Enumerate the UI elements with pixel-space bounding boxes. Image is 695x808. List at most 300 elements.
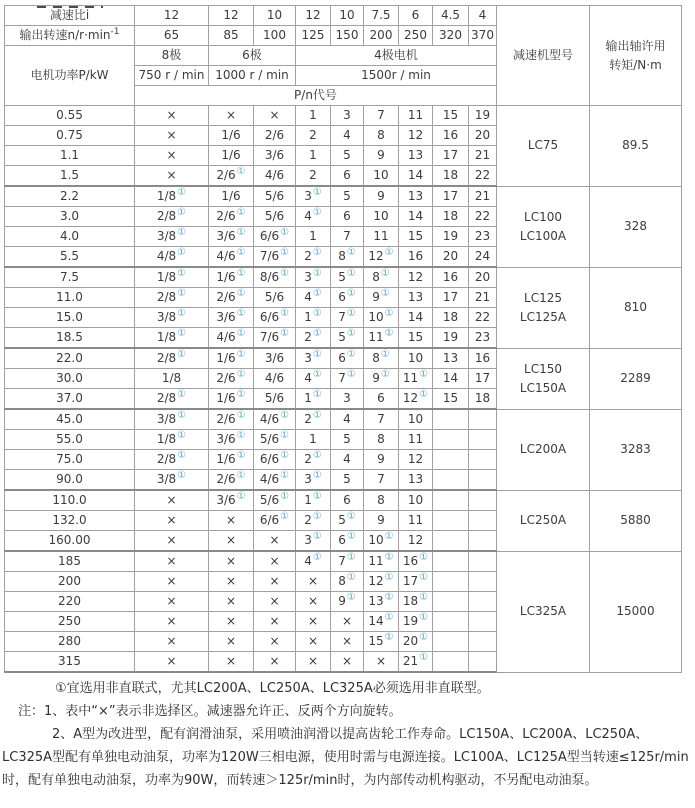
pn-code-cell: 8① — [364, 267, 399, 288]
motor-power-cell: 4.0 — [5, 227, 135, 247]
motor-power-cell: 160.00 — [5, 531, 135, 552]
motor-power-cell: 7.5 — [5, 267, 135, 288]
reducer-model-cell: LC250A — [497, 490, 590, 551]
circled-1-marker: ① — [312, 552, 322, 563]
torque-value-cell: 15000 — [590, 551, 682, 672]
circled-1-marker: ① — [236, 308, 246, 319]
pn-code-cell: 1/8 — [135, 369, 209, 389]
circled-1-marker: ① — [312, 288, 322, 299]
pn-code-cell: 4/6 — [254, 369, 296, 389]
motor-power-cell: 18.5 — [5, 328, 135, 349]
motor-power-cell: 110.0 — [5, 490, 135, 511]
pn-code-cell: 1/6① — [209, 267, 254, 288]
torque-value-cell: 5880 — [590, 490, 682, 551]
circled-1-marker: ① — [177, 349, 187, 360]
pn-code-cell: 2/6 — [254, 126, 296, 146]
circled-1-marker: ① — [312, 247, 322, 258]
pn-code-cell: 4/6 — [254, 166, 296, 187]
pn-code-cell: 4① — [296, 551, 331, 572]
circled-1-marker: ① — [280, 430, 290, 441]
pn-code-cell: 1/8① — [135, 267, 209, 288]
ratio-value: 4.5 — [433, 6, 469, 26]
pn-code-cell — [469, 470, 497, 491]
circled-1-marker: ① — [312, 369, 322, 380]
ratio-value: 12 — [209, 6, 254, 26]
pn-code-cell: 7① — [331, 308, 364, 328]
pn-code-cell: 13 — [399, 186, 433, 207]
pole6-header: 6极 — [209, 46, 296, 66]
pn-code-cell — [433, 470, 469, 491]
pn-code-cell: × — [254, 592, 296, 612]
motor-power-cell: 5.5 — [5, 247, 135, 268]
pn-code-cell: 24 — [469, 247, 497, 268]
pn-code-cell: 16 — [399, 247, 433, 268]
pn-code-cell: 8 — [364, 430, 399, 450]
pn-code-cell: 6/6① — [254, 450, 296, 470]
pn-code-cell: 22 — [469, 207, 497, 227]
ratio-value: 10 — [254, 6, 296, 26]
pn-code-cell: 16 — [469, 348, 497, 369]
pn-code-cell: × — [135, 632, 209, 652]
ratio-value: 12 — [135, 6, 209, 26]
pn-code-cell: 3/6① — [209, 430, 254, 450]
pn-code-cell: 6 — [364, 389, 399, 410]
circled-1-marker: ① — [384, 531, 394, 542]
circled-1-marker: ① — [177, 328, 187, 339]
circled-1-marker: ① — [280, 410, 290, 421]
circled-1-marker: ① — [312, 207, 322, 218]
pn-code-cell: 5 — [331, 470, 364, 491]
circled-1-marker: ① — [380, 288, 390, 299]
pn-code-cell: 18① — [399, 592, 433, 612]
pn-code-cell: 6① — [331, 288, 364, 308]
pn-code-cell: 7 — [364, 470, 399, 491]
pn-code-cell: 15 — [433, 106, 469, 126]
circled-1-marker: ① — [236, 410, 246, 421]
model-column-header: 减速机型号 — [497, 6, 590, 106]
pn-code-cell: 5/6 — [254, 207, 296, 227]
pn-code-cell: 3① — [296, 267, 331, 288]
circled-1-marker: ① — [177, 389, 187, 400]
pn-code-cell: 22 — [469, 166, 497, 187]
pn-code-cell — [469, 490, 497, 511]
pn-code-cell: 6 — [331, 166, 364, 187]
speed-value: 320 — [433, 26, 469, 46]
pn-code-cell: 18 — [433, 207, 469, 227]
pn-code-cell: 1 — [296, 146, 331, 166]
pn-code-cell — [433, 430, 469, 450]
pn-code-cell: 3① — [296, 348, 331, 369]
pn-code-cell: 15 — [399, 227, 433, 247]
rpm1000-header: 1000 r / min — [209, 66, 296, 86]
circled-1-marker: ① — [346, 308, 356, 319]
pn-code-cell: 19 — [469, 106, 497, 126]
circled-1-marker: ① — [380, 349, 390, 360]
pn-code-cell: 17 — [469, 369, 497, 389]
pn-code-cell: 4/8① — [135, 247, 209, 268]
pn-code-cell: 3① — [296, 470, 331, 491]
ratio-value: 6 — [399, 6, 433, 26]
circled-1-marker: ① — [236, 369, 246, 380]
pn-code-cell: × — [254, 572, 296, 592]
circled-1-marker: ① — [280, 511, 290, 522]
pn-code-cell: × — [331, 652, 364, 673]
pn-code-cell: 10 — [399, 409, 433, 430]
circled-1-marker: ① — [346, 531, 356, 542]
pn-code-cell: 22 — [469, 308, 497, 328]
pn-code-cell: 14① — [364, 612, 399, 632]
pn-code-cell: 3/8① — [135, 470, 209, 491]
pn-code-cell: 1/6① — [209, 450, 254, 470]
pn-code-cell: 19 — [433, 328, 469, 349]
pn-code-cell: × — [364, 652, 399, 673]
pn-code-cell — [469, 430, 497, 450]
pn-code-cell: 9 — [364, 186, 399, 207]
pn-code-cell: 2/6① — [209, 288, 254, 308]
pn-code-cell: × — [209, 511, 254, 531]
pn-code-cell: 9 — [364, 146, 399, 166]
pn-code-cell — [433, 632, 469, 652]
pn-code-cell: 10 — [364, 207, 399, 227]
pn-code-cell: 9① — [364, 369, 399, 389]
torque-value-cell: 2289 — [590, 348, 682, 409]
ratio-value: 4 — [469, 6, 497, 26]
reducer-model-cell: LC125 LC125A — [497, 267, 590, 348]
pn-code-cell: × — [135, 511, 209, 531]
pn-code-cell: 20① — [399, 632, 433, 652]
pn-code-cell: 1/6 — [209, 126, 254, 146]
pn-code-cell: 6① — [331, 531, 364, 552]
circled-1-marker: ① — [419, 552, 429, 563]
pn-code-cell: 23 — [469, 227, 497, 247]
pn-code-cell: 10 — [399, 490, 433, 511]
pn-code-cell: 10① — [364, 308, 399, 328]
pn-code-cell: 3 — [331, 106, 364, 126]
circled-1-marker: ① — [177, 450, 187, 461]
pn-code-cell: 2 — [296, 166, 331, 187]
pn-code-cell: 6 — [331, 207, 364, 227]
circled-1-marker: ① — [312, 511, 322, 522]
motor-power-cell: 220 — [5, 592, 135, 612]
circled-1-marker: ① — [346, 349, 356, 360]
pn-code-cell: 21 — [469, 146, 497, 166]
circled-1-marker: ① — [280, 491, 290, 502]
motor-power-cell: 185 — [5, 551, 135, 572]
circled-1-marker: ① — [236, 328, 246, 339]
circled-1-marker: ① — [384, 632, 394, 643]
pn-code-cell: × — [135, 146, 209, 166]
circled-1-marker: ① — [312, 491, 322, 502]
pn-code-cell: 19① — [399, 612, 433, 632]
motor-power-cell: 3.0 — [5, 207, 135, 227]
circled-1-marker: ① — [346, 511, 356, 522]
pn-code-cell — [469, 572, 497, 592]
pn-code-cell: 15 — [399, 328, 433, 349]
pn-code-cell: 3/8① — [135, 227, 209, 247]
pn-code-cell: 6 — [331, 490, 364, 511]
pn-code-cell: 11 — [399, 511, 433, 531]
pn-code-cell: 13 — [399, 146, 433, 166]
pn-code-cell: × — [135, 652, 209, 673]
pn-code-cell: 3/8① — [135, 308, 209, 328]
torque-value-cell: 3283 — [590, 409, 682, 490]
reducer-model-cell: LC200A — [497, 409, 590, 490]
circled-1-marker: ① — [177, 308, 187, 319]
reducer-model-cell: LC100 LC100A — [497, 186, 590, 267]
speed-label: 输出转速$n/r\cdot\min^{-1}$ — [5, 26, 135, 46]
pn-code-cell: × — [254, 652, 296, 673]
circled-1-marker: ① — [419, 612, 429, 623]
circled-1-marker: ① — [280, 450, 290, 461]
circled-1-marker: ① — [236, 349, 246, 360]
pn-code-cell: 2① — [296, 409, 331, 430]
pn-code-cell: × — [135, 531, 209, 552]
circled-1-marker: ① — [312, 349, 322, 360]
pn-code-cell: 17① — [399, 572, 433, 592]
pn-code-cell: 2 — [296, 126, 331, 146]
pn-code-cell: × — [296, 592, 331, 612]
torque-value-cell: 89.5 — [590, 106, 682, 187]
circled-1-marker: ① — [346, 552, 356, 563]
pn-code-cell: 1/6① — [209, 389, 254, 410]
circled-1-marker: ① — [346, 247, 356, 258]
circled-1-marker: ① — [177, 207, 187, 218]
pn-code-cell: 2/8① — [135, 288, 209, 308]
circled-1-marker: ① — [312, 187, 322, 198]
pn-code-cell: 1① — [296, 490, 331, 511]
circled-1-marker: ① — [346, 592, 356, 603]
circled-1-marker: ① — [346, 288, 356, 299]
reducer-model-cell: LC325A — [497, 551, 590, 672]
pn-code-cell: 11 — [399, 430, 433, 450]
pn-code-cell: 10 — [364, 166, 399, 187]
pn-code-cell: 5① — [331, 267, 364, 288]
torque-header-line2: 转矩/N·m — [609, 57, 662, 72]
pn-code-cell: 3/6① — [209, 227, 254, 247]
pn-code-cell: × — [209, 632, 254, 652]
pn-code-cell: 10 — [399, 348, 433, 369]
pn-code-cell: 20 — [469, 267, 497, 288]
pn-code-cell — [433, 450, 469, 470]
pn-code-cell: 7① — [331, 369, 364, 389]
pn-code-cell: 12 — [399, 531, 433, 552]
pn-code-cell: 10① — [364, 531, 399, 552]
pn-code-cell: 6/6① — [254, 308, 296, 328]
pn-code-cell: × — [135, 490, 209, 511]
ratio-label: 减速比i — [5, 6, 135, 26]
pole8-header: 8极 — [135, 46, 209, 66]
circled-1-marker: ① — [312, 470, 322, 481]
pn-code-cell: × — [331, 632, 364, 652]
motor-power-cell: 132.0 — [5, 511, 135, 531]
pn-code-cell: 2/8① — [135, 348, 209, 369]
pn-code-cell: 18 — [433, 166, 469, 187]
pn-code-cell: 1 — [296, 227, 331, 247]
pn-code-cell: 3① — [296, 531, 331, 552]
table-row — [5, 490, 682, 511]
pn-code-cell: × — [209, 592, 254, 612]
pn-code-cell — [433, 652, 469, 673]
circled-1-marker: ① — [384, 308, 394, 319]
pn-code-cell: 7 — [331, 227, 364, 247]
pn-code-cell: 8① — [331, 572, 364, 592]
speed-value: 100 — [254, 26, 296, 46]
pn-code-cell: 12① — [399, 389, 433, 410]
pn-code-cell: 1 — [296, 430, 331, 450]
motor-power-cell: 0.75 — [5, 126, 135, 146]
torque-value-cell: 810 — [590, 267, 682, 348]
pn-code-cell: 1① — [296, 389, 331, 410]
circled-1-marker: ① — [236, 166, 246, 177]
pn-code-cell: 5① — [331, 328, 364, 349]
pn-code-cell: × — [254, 632, 296, 652]
pn-code-cell: 17 — [433, 146, 469, 166]
pn-code-cell: 11 — [364, 227, 399, 247]
pn-code-cell: × — [135, 551, 209, 572]
motor-power-cell: 11.0 — [5, 288, 135, 308]
motor-power-cell: 22.0 — [5, 348, 135, 369]
pn-code-cell: × — [135, 572, 209, 592]
speed-value: 125 — [296, 26, 331, 46]
pn-code-cell — [433, 551, 469, 572]
pn-code-cell: 5 — [331, 186, 364, 207]
pn-code-cell: 8/6① — [254, 267, 296, 288]
circled-1-marker: ① — [280, 328, 290, 339]
pn-code-cell: 21 — [469, 186, 497, 207]
motor-power-cell: 45.0 — [5, 409, 135, 430]
table-row — [5, 106, 682, 126]
table-row — [5, 186, 682, 207]
pn-code-cell: 2/6① — [209, 470, 254, 491]
pn-code-cell — [469, 632, 497, 652]
pn-code-cell: 3/8① — [135, 409, 209, 430]
pn-code-cell: 5① — [331, 511, 364, 531]
pn-code-cell: 5/6① — [254, 430, 296, 450]
pn-code-cell: × — [209, 106, 254, 126]
pn-code-cell: 5 — [331, 430, 364, 450]
circled-1-marker: ① — [384, 552, 394, 563]
pn-code-cell: 12 — [399, 126, 433, 146]
pn-code-cell: 20 — [433, 247, 469, 268]
pn-code-cell: 13 — [433, 348, 469, 369]
pn-code-cell: 4① — [296, 369, 331, 389]
pn-code-cell — [433, 531, 469, 552]
pn-code-cell: 9① — [364, 288, 399, 308]
circled-1-marker: ① — [312, 389, 322, 400]
pn-code-cell: 11① — [399, 369, 433, 389]
pn-code-cell: 8 — [364, 126, 399, 146]
pn-code-cell — [433, 409, 469, 430]
circled-1-marker: ① — [236, 450, 246, 461]
motor-power-label: 电机功率P/kW — [5, 46, 135, 106]
pn-code-cell: 9 — [364, 511, 399, 531]
pn-code-cell: 13 — [399, 288, 433, 308]
pn-code-cell: 4/6① — [254, 470, 296, 491]
pn-code-cell: 4 — [331, 450, 364, 470]
circled-1-marker: ① — [177, 410, 187, 421]
motor-power-cell: 37.0 — [5, 389, 135, 410]
pn-code-cell: 20 — [469, 126, 497, 146]
circled-1-marker: ① — [312, 268, 322, 279]
motor-power-cell: 315 — [5, 652, 135, 673]
pn-code-cell: 6/6① — [254, 511, 296, 531]
circled-1-marker: ① — [419, 572, 429, 583]
pn-code-cell — [433, 572, 469, 592]
pn-code-cell: × — [135, 592, 209, 612]
motor-power-cell: 280 — [5, 632, 135, 652]
pn-code-cell: × — [135, 612, 209, 632]
pn-code-cell: 1/6 — [209, 186, 254, 207]
circled-1-marker: ① — [419, 592, 429, 603]
pn-code-cell: × — [296, 652, 331, 673]
pn-code-cell: 7/6① — [254, 247, 296, 268]
speed-value: 85 — [209, 26, 254, 46]
pn-code-cell: 2/6① — [209, 207, 254, 227]
pn-code-cell: 2/8① — [135, 207, 209, 227]
pn-code-cell: 11① — [364, 551, 399, 572]
pn-code-cell: 21① — [399, 652, 433, 673]
table-row — [5, 551, 682, 572]
pn-code-cell: 2/8① — [135, 450, 209, 470]
pn-code-cell: 12① — [364, 247, 399, 268]
speed-exponent: -1 — [110, 27, 120, 37]
pn-code-cell: × — [135, 126, 209, 146]
pn-code-cell: 3/6 — [254, 348, 296, 369]
motor-power-cell: 1.5 — [5, 166, 135, 187]
pn-code-cell: 12 — [399, 450, 433, 470]
circled-1-marker: ① — [346, 268, 356, 279]
footnote-circle1: ①宜选用非直联式，尤其LC200A、LC250A、LC325A必须选用非直联型。 — [55, 681, 490, 696]
pn-code-cell — [433, 612, 469, 632]
circled-1-marker: ① — [177, 430, 187, 441]
circled-1-marker: ① — [384, 572, 394, 583]
pn-code-cell: 23 — [469, 328, 497, 349]
pn-code-cell: 5/6① — [254, 490, 296, 511]
circled-1-marker: ① — [236, 288, 246, 299]
circled-1-marker: ① — [177, 268, 187, 279]
pn-code-cell: 16 — [433, 267, 469, 288]
pn-code-cell: 6/6① — [254, 227, 296, 247]
pn-code-cell: 5/6 — [254, 389, 296, 410]
pn-code-cell: × — [296, 572, 331, 592]
motor-power-cell: 75.0 — [5, 450, 135, 470]
pn-code-cell: 3 — [331, 389, 364, 410]
ratio-value: 10 — [331, 6, 364, 26]
circled-1-marker: ① — [177, 288, 187, 299]
ratio-value: 7.5 — [364, 6, 399, 26]
motor-power-cell: 2.2 — [5, 186, 135, 207]
pn-code-cell: 8 — [364, 490, 399, 511]
pn-code-cell: 9① — [331, 592, 364, 612]
reducer-model-cell: LC150 LC150A — [497, 348, 590, 409]
pn-code-cell: 2① — [296, 247, 331, 268]
pn-code-cell: 2/6① — [209, 166, 254, 187]
circled-1-marker: ① — [346, 369, 356, 380]
circled-1-marker: ① — [312, 450, 322, 461]
circled-1-marker: ① — [280, 268, 290, 279]
pn-code-cell: 2① — [296, 450, 331, 470]
speed-value: 65 — [135, 26, 209, 46]
circled-1-marker: ① — [380, 369, 390, 380]
circled-1-marker: ① — [280, 308, 290, 319]
table-row — [5, 409, 682, 430]
pn-code-cell — [469, 531, 497, 552]
pn-code-cell: 4/6① — [209, 247, 254, 268]
pn-code-cell: 1① — [296, 308, 331, 328]
circled-1-marker: ① — [236, 430, 246, 441]
pn-code-cell: 2① — [296, 328, 331, 349]
motor-power-cell: 250 — [5, 612, 135, 632]
